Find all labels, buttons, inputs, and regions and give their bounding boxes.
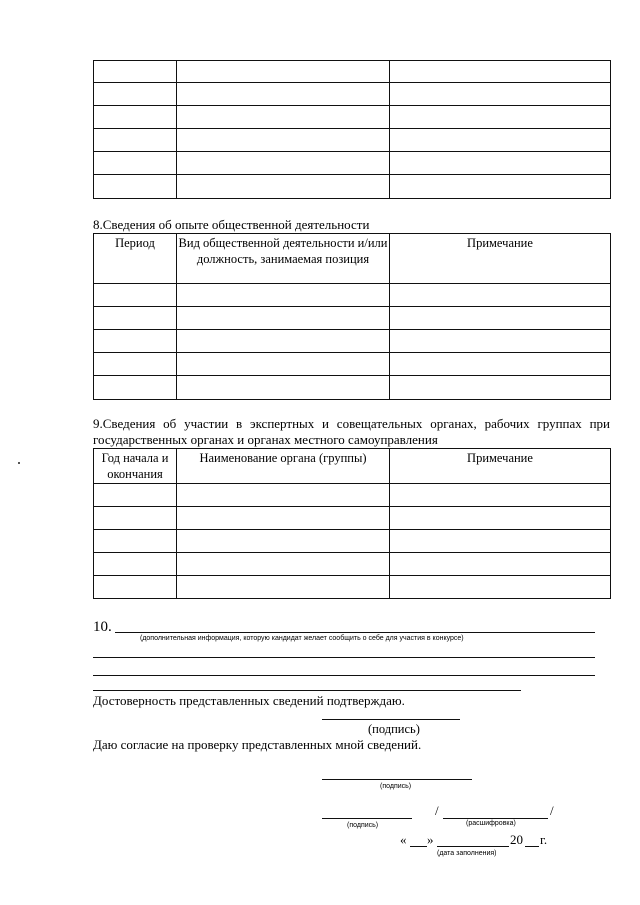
table-header-row [94, 234, 611, 284]
column-header-years: Год начала и окончания [94, 449, 177, 484]
date-close-quote: » [427, 832, 434, 847]
additional-info-line-1 [115, 632, 595, 633]
table-section-8 [93, 233, 611, 400]
table-row [94, 576, 611, 599]
date-year-suffix: г. [540, 832, 548, 847]
table-row [94, 83, 611, 106]
slash-separator-1: / [435, 803, 439, 818]
table-row [94, 106, 611, 129]
table-row [94, 152, 611, 175]
section-10-number: 10. [93, 619, 112, 635]
consent-statement: Даю согласие на проверку представленных мной сведений. [93, 737, 422, 752]
additional-info-line-3 [93, 675, 595, 676]
slash-separator-2: / [550, 803, 554, 818]
table-section-9 [93, 448, 611, 599]
date-caption: (дата заполнения) [437, 850, 497, 857]
table-row [94, 129, 611, 152]
table-row [94, 61, 611, 83]
table-row [94, 330, 611, 353]
table-row [94, 175, 611, 199]
table-row [94, 530, 611, 553]
table-row [94, 284, 611, 307]
date-year-line [525, 846, 539, 847]
additional-info-caption: (дополнительная информация, которую кандидат желает сообщить о себе для участия в конкурсе) [140, 635, 464, 642]
column-header-note: Примечание [390, 234, 611, 284]
table-previous-section [93, 60, 611, 199]
column-header-note: Примечание [390, 449, 611, 484]
signature-line [322, 818, 412, 819]
confirm-statement: Достоверность представленных сведений подтверждаю. [93, 693, 405, 708]
table-row [94, 507, 611, 530]
additional-info-line-2 [93, 657, 595, 658]
table-header-row [94, 449, 611, 484]
confirm-signature-label: (подпись) [368, 722, 420, 736]
date-day-line [410, 846, 427, 847]
scan-speck [18, 462, 20, 464]
column-header-period: Период [94, 234, 177, 284]
date-open-quote: « [400, 832, 407, 847]
section-8-title: 8.Сведения об опыте общественной деятельности [93, 217, 370, 232]
table-row [94, 307, 611, 330]
date-century: 20 [510, 832, 523, 847]
decoding-caption: (расшифровка) [466, 820, 516, 827]
decoding-line [443, 818, 548, 819]
additional-info-line-4 [93, 690, 521, 691]
consent-signature-label: (подпись) [380, 783, 412, 790]
table-row [94, 553, 611, 576]
table-row [94, 353, 611, 376]
section-9-title: 9.Сведения об участии в экспертных и совещательных органах, рабочих группах при государственных органах и органах местного самоуправления [93, 416, 610, 447]
column-header-activity: Вид общественной деятельности и/или должность, занимаемая позиция [177, 234, 390, 284]
signature-caption: (подпись) [347, 822, 379, 829]
consent-signature-line [322, 779, 472, 780]
column-header-body-name: Наименование органа (группы) [177, 449, 390, 484]
confirm-signature-line [322, 719, 460, 720]
table-row [94, 376, 611, 400]
date-month-line [437, 846, 509, 847]
table-row [94, 484, 611, 507]
